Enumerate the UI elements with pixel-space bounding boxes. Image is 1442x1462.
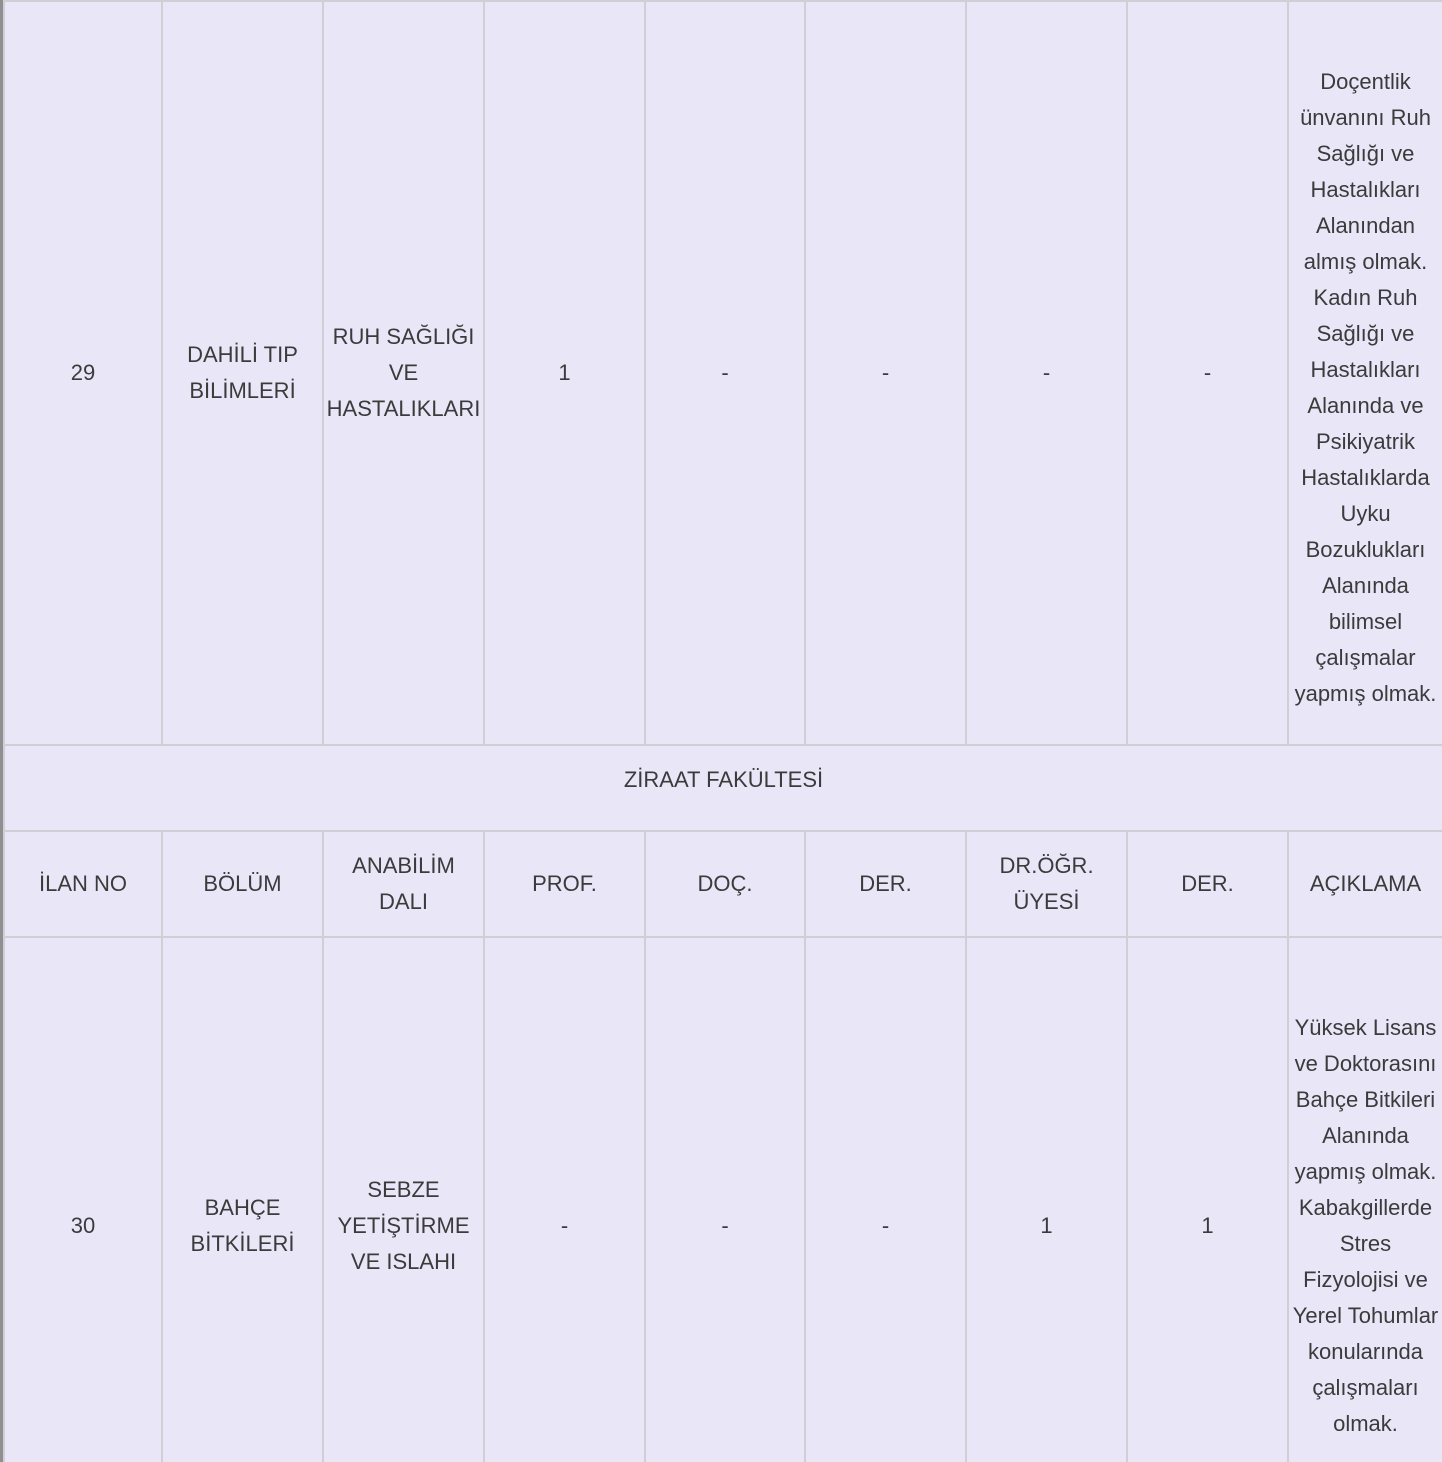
- cell-der: -: [805, 937, 966, 1462]
- header-doc: DOÇ.: [645, 831, 805, 937]
- header-der: DER.: [1127, 831, 1288, 937]
- cell-der: -: [805, 1, 966, 745]
- table-row: [4, 1, 1442, 745]
- faculty-title: ZİRAAT FAKÜLTESİ: [4, 745, 1442, 831]
- cell-der: -: [1127, 1, 1288, 745]
- cell-bolum: DAHİLİ TIP BİLİMLERİ: [162, 1, 323, 745]
- header-anabilim-dali: ANABİLİM DALI: [323, 831, 484, 937]
- table-header-row: [4, 831, 1442, 937]
- cell-dr-ogr-uyesi: 1: [966, 937, 1127, 1462]
- cell-aciklama: Yüksek Lisans ve Doktorasını Bahçe Bitkileri Alanında yapmış olmak. Kabakgillerde Stres Fizyolojisi ve Yerel Tohumlar konularında çalışmaları olmak.: [1288, 937, 1442, 1462]
- header-der: DER.: [805, 831, 966, 937]
- cell-aciklama: Doçentlik ünvanını Ruh Sağlığı ve Hastalıkları Alanından almış olmak. Kadın Ruh Sağlığı ve Hastalıkları Alanında ve Psikiyatrik Hastalıklarda Uyku Bozuklukları Alanında bilimsel çalışmalar yapmış olmak.: [1288, 1, 1442, 745]
- header-ilan-no: İLAN NO: [4, 831, 162, 937]
- cell-der: 1: [1127, 937, 1288, 1462]
- cell-ilan-no: 29: [4, 1, 162, 745]
- cell-doc: -: [645, 937, 805, 1462]
- header-prof: PROF.: [484, 831, 645, 937]
- cell-bolum: BAHÇE BİTKİLERİ: [162, 937, 323, 1462]
- cell-prof: -: [484, 937, 645, 1462]
- cell-dr-ogr-uyesi: -: [966, 1, 1127, 745]
- faculty-row: [4, 745, 1442, 831]
- cell-anabilim-dali: SEBZE YETİŞTİRME VE ISLAHI: [323, 937, 484, 1462]
- positions-table: [3, 0, 1442, 1462]
- header-dr-ogr-uyesi: DR.ÖĞR. ÜYESİ: [966, 831, 1127, 937]
- table-row: [4, 937, 1442, 1462]
- cell-doc: -: [645, 1, 805, 745]
- cell-ilan-no: 30: [4, 937, 162, 1462]
- cell-prof: 1: [484, 1, 645, 745]
- cell-anabilim-dali: RUH SAĞLIĞI VE HASTALIKLARI: [323, 1, 484, 745]
- header-bolum: BÖLÜM: [162, 831, 323, 937]
- header-aciklama: AÇIKLAMA: [1288, 831, 1442, 937]
